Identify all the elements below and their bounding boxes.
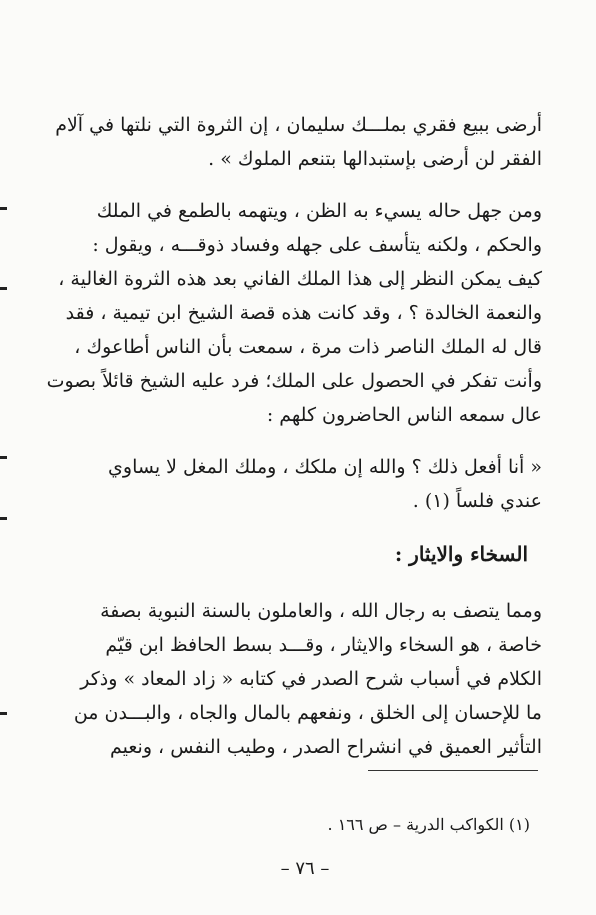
text-line: كيف يمكن النظر إلى هذا الملك الفاني بعد هذه الثروة الغالية ، — [58, 268, 542, 290]
margin-mark — [0, 456, 7, 459]
paragraph — [100, 450, 542, 518]
text-line: التأثير العميق في انشراح الصدر ، وطيب النفس ، ونعيم — [110, 736, 542, 758]
text-line: الكلام في أسباب شرح الصدر في كتابه « زاد المعاد » وذكر — [80, 668, 542, 690]
text-line: قال له الملك الناصر ذات مرة ، سمعت بأن الناس أطاعوك ، — [74, 336, 542, 358]
footnote-divider — [368, 770, 538, 771]
paragraph — [46, 194, 542, 432]
text-line: والنعمة الخالدة ؟ ، وقد كانت هذه قصة الشيخ ابن تيمية ، فقد — [65, 302, 542, 324]
text-line: « أنا أفعل ذلك ؟ والله إن ملكك ، وملك المغل لا يساوي — [108, 456, 542, 478]
footnote: (١) الكواكب الدرية – ص ١٦٦ . — [327, 815, 530, 834]
text-line: خاصة ، هو السخاء والايثار ، وقـــد بسط الحافظ ابن قيّم — [105, 634, 542, 656]
text-line: ما للإحسان إلى الخلق ، ونفعهم بالمال والجاه ، والبـــدن من — [73, 702, 542, 724]
text-line: ومن جهل حاله يسيء به الظن ، ويتهمه بالطمع في الملك — [96, 200, 542, 222]
text-line: عال سمعه الناس الحاضرون كلهم : — [266, 404, 542, 426]
margin-mark — [0, 287, 7, 290]
margin-mark — [0, 712, 7, 715]
text-line: عندي فلساً (١) . — [412, 490, 542, 512]
paragraph — [55, 108, 542, 176]
margin-mark — [0, 207, 7, 210]
page-number: – ٧٦ – — [280, 858, 330, 879]
text-line: وأنت تفكر في الحصول على الملك؛ فرد عليه الشيخ قائلاً بصوت — [46, 370, 542, 392]
body-text — [46, 108, 542, 782]
text-line: والحكم ، ولكنه يتأسف على جهله وفساد ذوقـــه ، ويقول : — [92, 234, 542, 256]
text-line: الفقر لن أرضى بإستبدالها بتنعم الملوك » . — [208, 148, 542, 170]
section-heading: السخاء والايثار : — [394, 542, 528, 566]
text-line: ومما يتصف به رجال الله ، والعاملون بالسنة النبوية بصفة — [100, 600, 542, 622]
text-line: أرضى ببيع فقري بملـــك سليمان ، إن الثروة التي نلتها في آلام — [55, 114, 542, 136]
margin-mark — [0, 517, 7, 520]
paragraph — [73, 594, 542, 764]
